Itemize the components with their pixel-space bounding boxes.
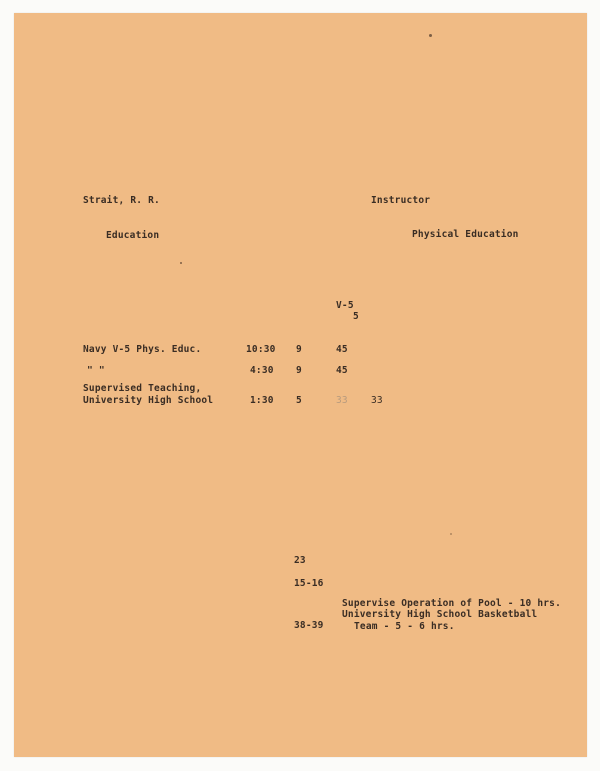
note-line-3: Team - 5 - 6 hrs. <box>354 621 455 632</box>
column-header-line2: 5 <box>353 311 359 322</box>
course-count: 45 <box>336 365 348 376</box>
paper-speck <box>429 34 432 37</box>
course-time: 10:30 <box>246 344 276 355</box>
department: Education <box>106 230 160 241</box>
note-line-1: Supervise Operation of Pool - 10 hrs. <box>342 598 562 609</box>
course-hours: 9 <box>296 365 302 376</box>
course-count: 45 <box>336 344 348 355</box>
column-header-line1: V-5 <box>336 300 354 311</box>
total-value: 23 <box>294 555 306 566</box>
subject: Physical Education <box>412 229 519 240</box>
instructor-name: Strait, R. R. <box>83 195 160 206</box>
course-name-line1: Supervised Teaching, <box>83 383 202 394</box>
course-hours: 5 <box>296 395 302 406</box>
range-value-2: 38-39 <box>294 620 324 631</box>
paper-speck <box>180 262 182 264</box>
course-time: 1:30 <box>250 395 274 406</box>
note-line-2: University High School Basketball <box>342 609 538 620</box>
course-name-ditto: " " <box>87 365 105 376</box>
course-time: 4:30 <box>250 365 274 376</box>
instructor-rank: Instructor <box>371 195 431 206</box>
document-page <box>14 13 587 757</box>
paper-speck <box>450 533 452 535</box>
course-count-faint: 33 <box>336 395 348 406</box>
range-value-1: 15-16 <box>294 578 324 589</box>
course-count: 33 <box>371 395 383 406</box>
course-hours: 9 <box>296 344 302 355</box>
course-name: Navy V-5 Phys. Educ. <box>83 344 202 355</box>
course-name-line2: University High School <box>83 395 214 406</box>
